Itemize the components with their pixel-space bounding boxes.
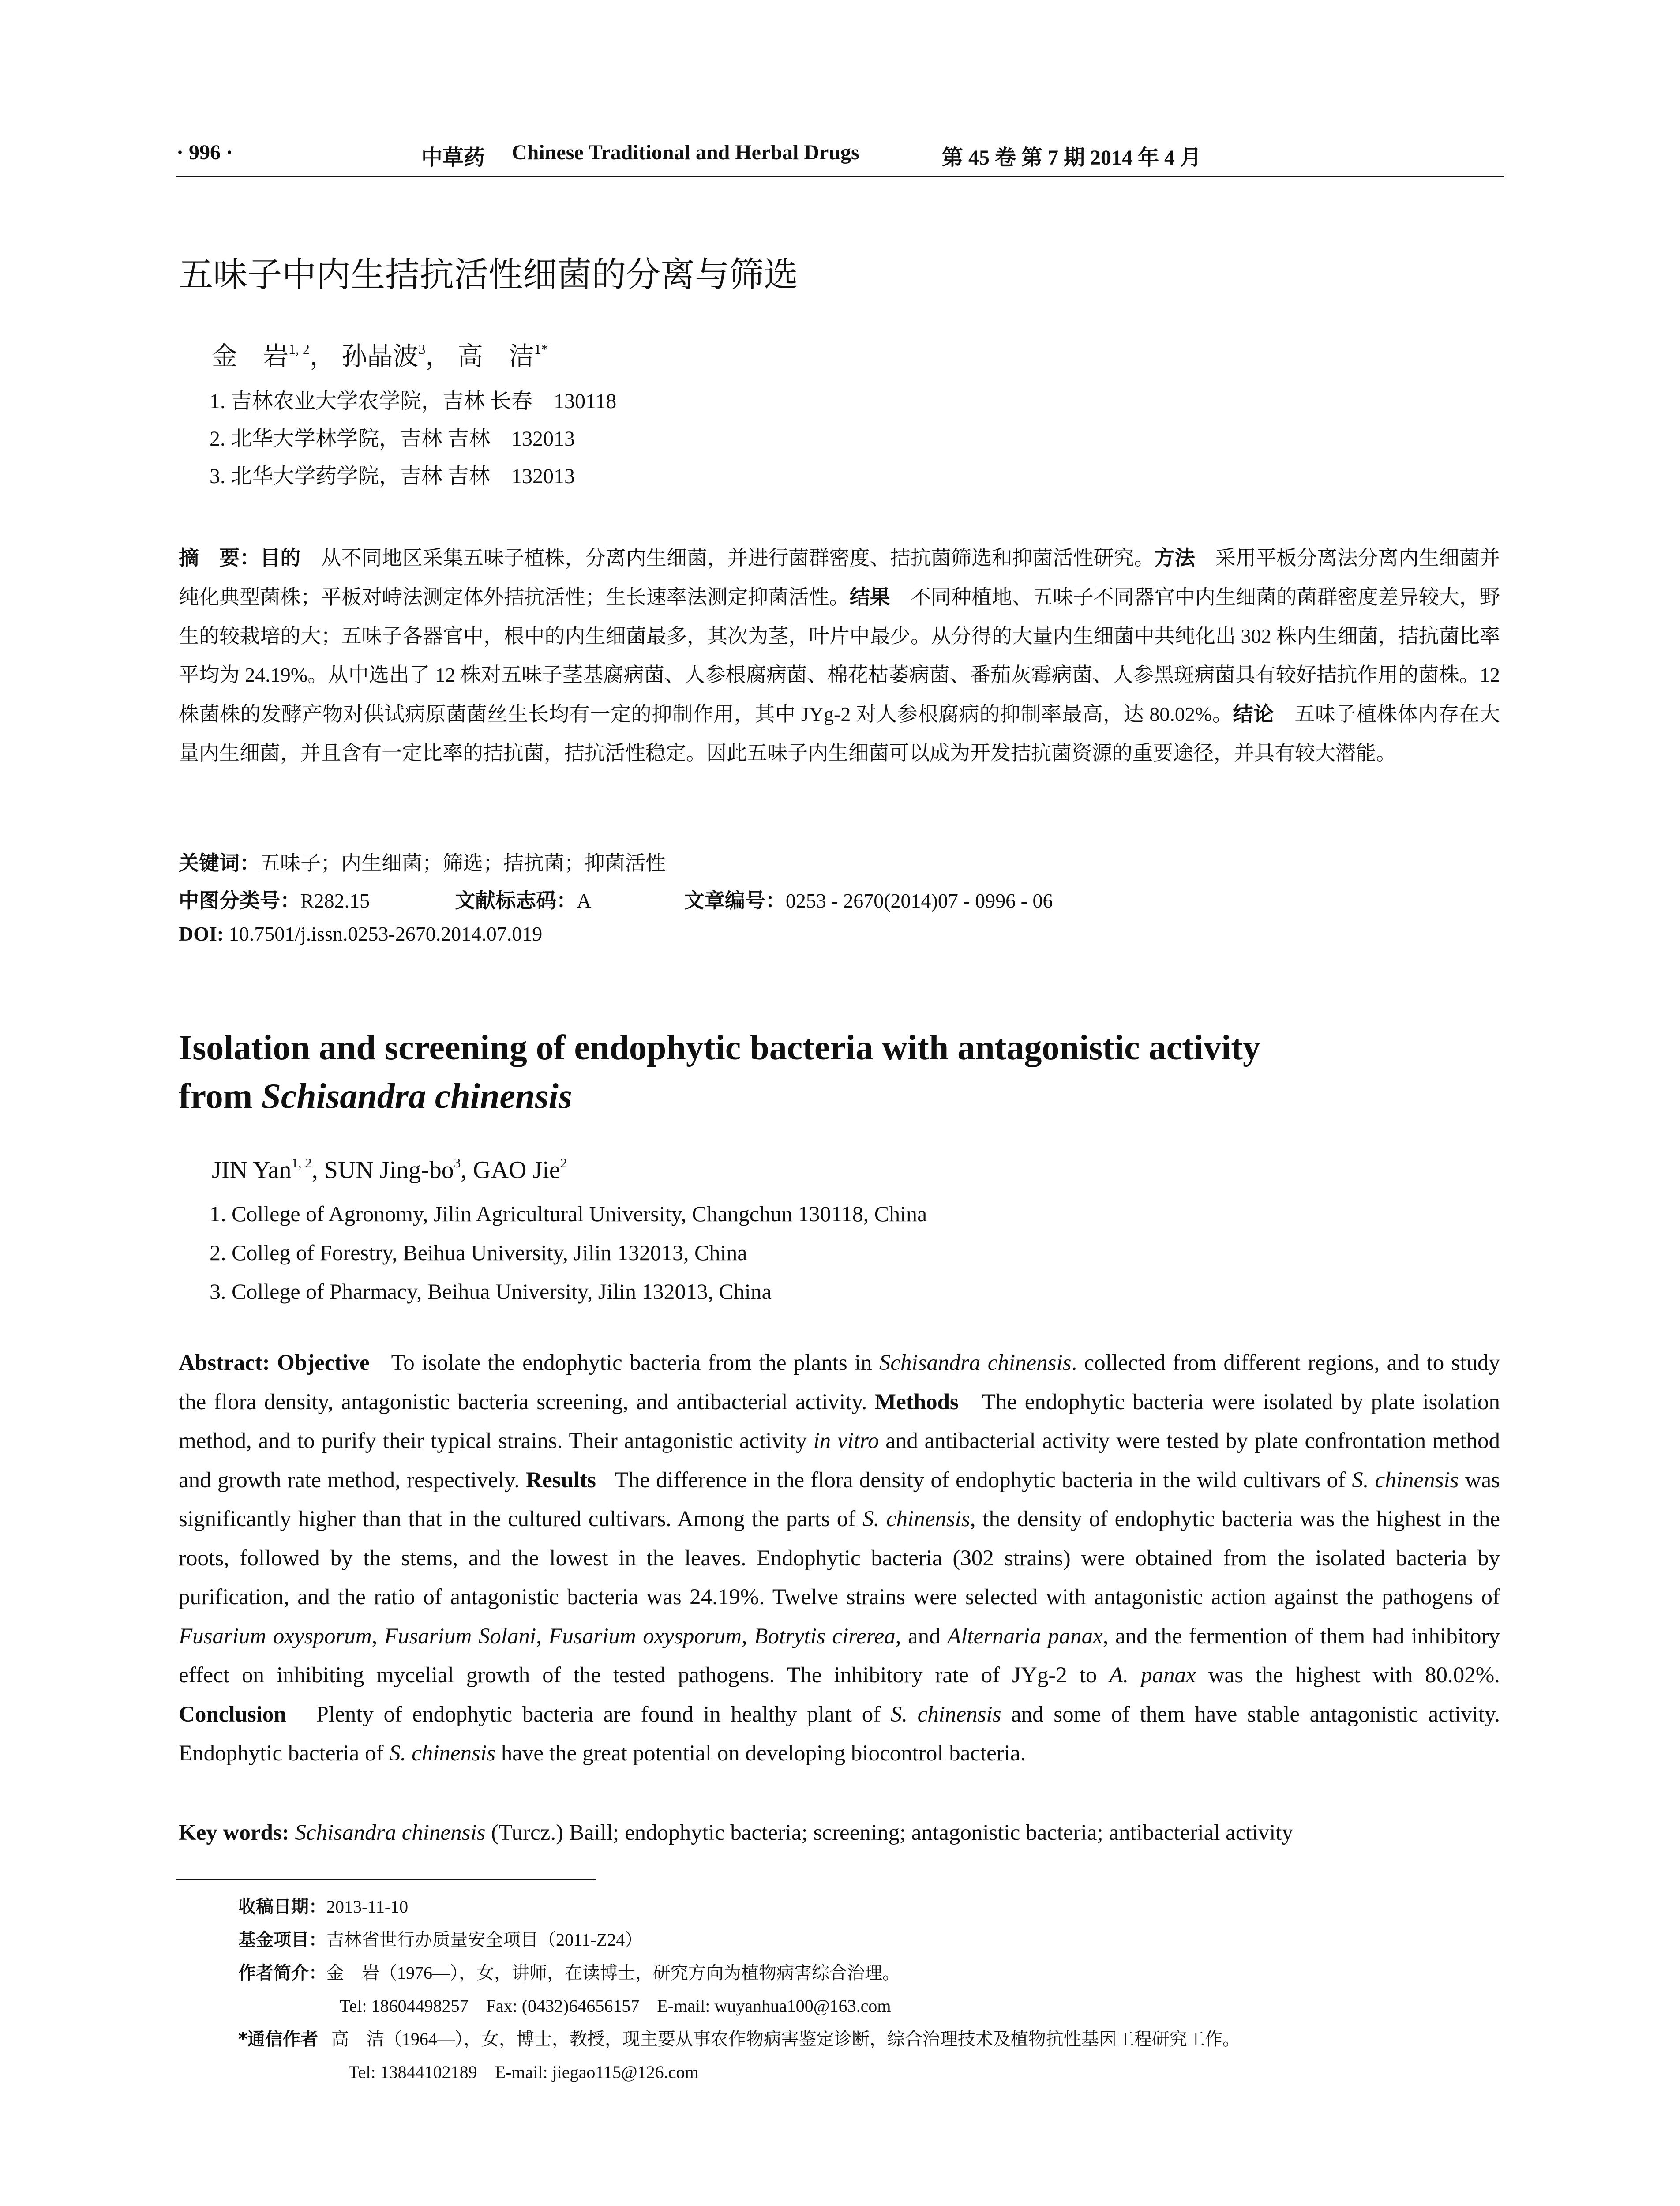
doc-code-value: A — [577, 889, 590, 912]
cn-author-name: 孙晶波 — [341, 342, 419, 371]
species-name: Fusarium Solani — [384, 1624, 536, 1649]
en-affiliation: 3. College of Pharmacy, Beihua University, Jilin 132013, China — [210, 1279, 772, 1304]
cn-author-sup: 3 — [418, 341, 426, 357]
corresponding-text: 高 洁（1964—），女，博士，教授，现主要从事农作物病害鉴定诊断，综合治理技术及植物抗性基因工程研究工作。 — [331, 2029, 1240, 2049]
footnote-corresponding — [238, 2025, 1240, 2050]
species-name: S. chinensis — [862, 1507, 970, 1531]
species-name: Schisandra chinensis — [295, 1820, 486, 1845]
en-results-text: , and the fermention of them had inhibitory effect on inhibiting mycelial growth of the tested pathogens. The inhibitory rate of JYg-2 to — [179, 1624, 1500, 1688]
cn-conclusion-text: 五味子植株体内存在大量内生细菌，并且含有一定比率的拮抗菌，拮抗活性稳定。因此五味子内生细菌可以成为开发拮抗菌资源的重要途径，并具有较大潜能。 — [179, 703, 1500, 764]
footnote-received — [238, 1893, 408, 1918]
footnote-fund — [238, 1926, 642, 1951]
species-name: Fusarium oxysporum — [179, 1624, 372, 1649]
footnote-rule — [176, 1879, 596, 1880]
cn-author-sup: 1* — [534, 341, 548, 357]
doi-link[interactable]: 10.7501/j.issn.0253-2670.2014.07.019 — [229, 923, 543, 945]
doi-line — [179, 922, 542, 945]
en-author-sup: 2 — [560, 1155, 567, 1171]
species-name: S. chinensis — [389, 1741, 496, 1766]
species-name: A. panax — [1109, 1663, 1196, 1688]
cn-abstract — [179, 538, 1500, 773]
received-date: 2013-11-10 — [326, 1897, 409, 1917]
en-results-text: was the highest with 80.02%. — [1196, 1663, 1500, 1688]
cn-keywords-text: 五味子；内生细菌；筛选；拮抗菌；抑菌活性 — [260, 852, 666, 874]
clc-label: 中图分类号： — [179, 889, 300, 912]
en-methods-text: The endophytic bacteria were isolated by plate isolation method, and to purify their typical strains. Their antagonistic activity — [179, 1389, 1500, 1453]
species-name: S. chinensis — [890, 1702, 1001, 1727]
en-title-species: Schisandra chinensis — [261, 1077, 573, 1116]
species-name: Botrytis cirerea — [754, 1624, 896, 1649]
en-conclusion-text: Plenty of endophytic bacteria are found in healthy plant of — [316, 1702, 891, 1727]
cn-abstract-label: 摘 要： — [179, 546, 260, 570]
en-results-text: , — [536, 1624, 549, 1649]
en-affiliation: 2. Colleg of Forestry, Beihua University, Jilin 132013, China — [210, 1240, 747, 1265]
cn-author-sup: 1, 2 — [289, 341, 310, 357]
clc-value: R282.15 — [300, 889, 370, 912]
cn-affiliation: 2. 北华大学林学院，吉林 吉林 132013 — [210, 427, 575, 450]
footnote-corresponding-contact: Tel: 13844102189 E-mail: jiegao115@126.com — [349, 2062, 699, 2082]
cn-conclusion-label: 结论 — [1233, 702, 1274, 726]
cn-results-label: 结果 — [849, 585, 890, 609]
journal-name-cn: 中草药 — [421, 145, 485, 170]
page-number: · 996 · — [176, 141, 233, 164]
cn-affiliation: 1. 吉林农业大学农学院，吉林 长春 130118 — [210, 390, 617, 413]
species-name: Fusarium oxysporum — [548, 1624, 742, 1649]
en-keywords — [179, 1813, 1500, 1852]
en-author-sup: 1, 2 — [291, 1155, 312, 1171]
cn-results-text: 不同种植地、五味子不同器官中内生细菌的菌群密度差异较大，野生的较栽培的大；五味子各器官中，根中的内生细菌最多，其次为茎，叶片中最少。从分得的大量内生细菌中共纯化出 302 株内生细菌，拮抗菌比率平均为 24.19%。从中选出了 12 株对五味子茎基腐病菌、人参根腐病菌、棉花枯萎病菌、番茄灰霉病菌、人参黑斑病菌具有较好拮抗作用的菌株。12 株菌株的发酵产物对供试病原菌菌丝生长均有一定的抑制作用，其中 JYg-2 对人参根腐病的抑制率最高，达 80.02%。 — [179, 586, 1500, 725]
footnote-author-contact: Tel: 18604498257 Fax: (0432)64656157 E-mail: wuyanhua100@163.com — [340, 1996, 891, 2016]
article-no-value: 0253 - 2670(2014)07 - 0996 - 06 — [785, 889, 1053, 912]
en-keywords-label: Key words: — [179, 1820, 289, 1845]
footnote-author — [238, 1959, 900, 1984]
doi-label: DOI: — [179, 923, 224, 945]
cn-author-name: 金 岩 — [212, 342, 289, 371]
cn-author-name: 高 洁 — [457, 342, 534, 371]
en-conclusion-label: Conclusion — [179, 1702, 286, 1727]
author-bio-label: 作者简介： — [238, 1963, 326, 1983]
en-objective-text: . collected from different regions, and to study the flora density, antagonistic bacteria screening, and antibacterial activity. — [179, 1351, 1500, 1414]
journal-name-en: Chinese Traditional and Herbal Drugs — [512, 141, 859, 164]
en-results-text: , — [742, 1624, 754, 1649]
en-methods-label: Methods — [875, 1389, 959, 1414]
latin-term: in vitro — [813, 1429, 879, 1453]
en-results-text: was significantly higher than that in the cultured cultivars. Among the parts of — [179, 1467, 1500, 1531]
en-author-name: GAO Jie — [473, 1156, 560, 1184]
en-methods-text: and antibacterial activity were tested by plate confrontation method and growth rate method, respectively. — [179, 1429, 1500, 1493]
en-conclusion-text: and some of them have stable antagonistic activity. Endophytic bacteria of — [179, 1702, 1500, 1766]
doc-code-label: 文献标志码： — [455, 889, 577, 912]
fund-text: 吉林省世行办质量安全项目（2011-Z24） — [326, 1930, 643, 1950]
en-objective-text: To isolate the endophytic bacteria from the plants in — [391, 1351, 879, 1375]
running-header — [176, 140, 1504, 172]
header-rule — [176, 176, 1504, 177]
journal-issue: 第 45 卷 第 7 期 2014 年 4 月 — [942, 146, 1202, 169]
received-label: 收稿日期： — [238, 1897, 326, 1917]
en-results-text: , the density of endophytic bacteria was the highest in the roots, followed by the stems, and the lowest in the leaves. Endophytic bacteria (302 strains) were obtained from the isolated bacteria by purification, and the ratio of antagonistic bacteria was 24.19%. Twelve strains were selected with antagonistic action against the pathogens of — [179, 1507, 1500, 1609]
en-title-from: from — [179, 1077, 262, 1116]
en-title-line1: Isolation and screening of endophytic bacteria with antagonistic activity — [179, 1028, 1260, 1067]
author-bio-text: 金 岩（1976—），女，讲师，在读博士，研究方向为植物病害综合治理。 — [326, 1963, 900, 1983]
cn-objective-label: 目的 — [260, 546, 301, 570]
en-authors: JIN Yan$^{1, 2}$, SUN Jing-$bo^3$, GAO Jie$^2$ — [212, 1155, 567, 1184]
en-author-name: JIN Yan — [212, 1156, 292, 1184]
en-results-text: , and — [895, 1624, 948, 1649]
fund-label: 基金项目： — [238, 1930, 326, 1950]
cn-methods-text: 采用平板分离法分离内生细菌并纯化典型菌株；平板对峙法测定体外拮抗活性；生长速率法测定抑菌活性。 — [179, 547, 1500, 608]
cn-title: 五味子中内生拮抗活性细菌的分离与筛选 — [179, 255, 799, 295]
en-affiliation: 1. College of Agronomy, Jilin Agricultural University, Changchun 130118, China — [210, 1201, 927, 1226]
en-conclusion-text: have the great potential on developing biocontrol bacteria. — [495, 1741, 1026, 1766]
species-name: Alternaria panax — [947, 1624, 1103, 1649]
cn-authors: 金 岩$^{1, 2}$， 孙晶波$^3$， 高 洁$^{1*}$ — [212, 341, 548, 371]
en-title — [179, 1024, 1502, 1121]
cn-classification-line — [179, 885, 1053, 914]
en-keywords-text: (Turcz.) Baill; endophytic bacteria; screening; antagonistic bacteria; antibacterial activity — [485, 1820, 1294, 1845]
cn-objective-text: 从不同地区采集五味子植株，分离内生细菌，并进行菌群密度、拮抗菌筛选和抑菌活性研究。 — [321, 547, 1155, 569]
corresponding-label: *通信作者 — [238, 2029, 318, 2049]
en-results-text: The difference in the flora density of endophytic bacteria in the wild cultivars of — [615, 1467, 1352, 1493]
en-author-name: SUN Jing-bo — [324, 1156, 454, 1184]
cn-affiliation: 3. 北华大学药学院，吉林 吉林 132013 — [210, 465, 575, 488]
article-no-label: 文章编号： — [684, 889, 786, 912]
cn-keywords-label: 关键词： — [179, 851, 260, 875]
en-author-sup: 3 — [454, 1155, 461, 1171]
cn-methods-label: 方法 — [1154, 546, 1195, 570]
en-abstract — [179, 1343, 1500, 1773]
en-abstract-label: Abstract: Objective — [179, 1351, 370, 1375]
cn-keywords — [179, 847, 666, 876]
species-name: Schisandra chinensis — [879, 1351, 1072, 1375]
en-results-label: Results — [526, 1467, 596, 1493]
species-name: S. chinensis — [1352, 1467, 1459, 1493]
en-results-text: , — [371, 1624, 384, 1649]
